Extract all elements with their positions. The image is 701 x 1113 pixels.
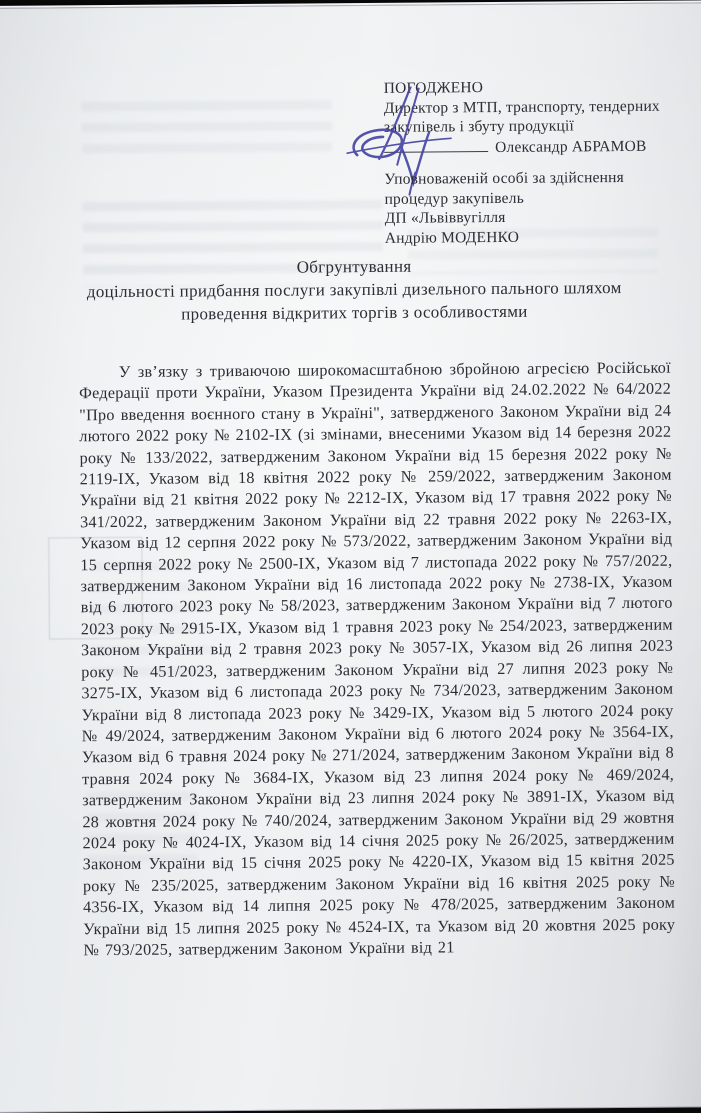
signature-row (384, 136, 701, 158)
document-title (58, 253, 651, 327)
title-line3: проведення відкритих торгів з особливостями (181, 301, 528, 324)
document-content (0, 2, 701, 1113)
approval-block (384, 76, 701, 158)
title-line2: доцільності придбання послуги закупівлі дизельного пального шляхом (86, 278, 622, 302)
body-paragraph: У зв’язку з триваючою широкомасштабною збройною агресією Російської Федерації проти України, Указом Президента України від 24.02.2022 № 64/2022 "Про введення воєнного стану в Україні", затвердженого Законом України від 24 лютого 2022 року № 2102-IX (зі змінами, внесеними Указом від 14 березня 2022 року № 133/2022, затвердженим Законом України від 15 березня 2022 року № 2119-IX, Указом від 18 квітня 2022 року № 259/2022, затвердженим Законом України від 21 квітня 2022 року № 2212-IX, Указом від 17 травня 2022 року № 341/2022, затвердженим Законом України від 22 травня 2022 року № 2263-IX, Указом від 12 серпня 2022 року № 573/2022, затвердженим Законом України від 15 серпня 2022 року № 2500-IX, Указом від 7 листопада 2022 року № 757/2022, затвердженим Законом України від 16 листопада 2022 року № 2738-IX, Указом від 6 лютого 2023 року № 58/2023, затвердженим Законом України від 7 лютого 2023 року № 2915-IX, Указом від 1 травня 2023 року № 254/2023, затвердженим Законом України від 2 травня 2023 року № 3057-IX, Указом від 26 липня 2023 року № 451/2023, затвердженим Законом України від 27 липня 2023 року № 3275-IX, Указом від 6 листопада 2023 року № 734/2023, затвердженим Законом України від 8 листопада 2023 року № 3429-IX, Указом від 5 лютого 2024 року № 49/2024, затвердженим Законом України від 6 лютого 2024 року № 3564-IX, Указом від 6 травня 2024 року № 271/2024, затвердженим Законом України від 8 травня 2024 року № 3684-IX, Указом від 23 липня 2024 року № 469/2024, затвердженим Законом України від 23 липня 2024 року № 3891-IX, Указом від 28 жовтня 2024 року № 740/2024, затвердженим Законом України від 29 жовтня 2024 року № 4024-IX, Указом від 14 січня 2025 року № 26/2025, затвердженим Законом України від 15 січня 2025 року № 4220-IX, Указом від 15 квітня 2025 року № 235/2025, затвердженим Законом України від 16 квітня 2025 року № 4356-IX, Указом від 14 липня 2025 року № 478/2025, затвердженим Законом України від 15 липня 2025 року № 4524-IX, та Указом від 20 жовтня 2025 року № 793/2025, затвердженим Законом України від 21 (78, 358, 676, 960)
approval-status: ПОГОДЖЕНО (383, 79, 484, 97)
addressee-line4: Андрію МОДЕНКО (384, 228, 520, 247)
addressee-line1: Уповноваженій особі за здійснення (384, 168, 625, 188)
title-line1: Обгрунтування (296, 256, 412, 277)
addressee-line3: ДП «Львіввугілля (384, 208, 506, 227)
addressee-line2: процедур закупівель (384, 189, 524, 208)
document-body (79, 358, 676, 962)
approval-signatory-name: Олександр АБРАМОВ (495, 137, 647, 156)
signature-line (384, 138, 488, 153)
approval-role-line2: закупівель і збуту продукції (383, 117, 575, 136)
addressee-block (384, 167, 701, 248)
approval-role-line1: Директор з МТП, транспорту, тендерних (383, 97, 660, 117)
bleedthrough-smudge (82, 100, 332, 162)
